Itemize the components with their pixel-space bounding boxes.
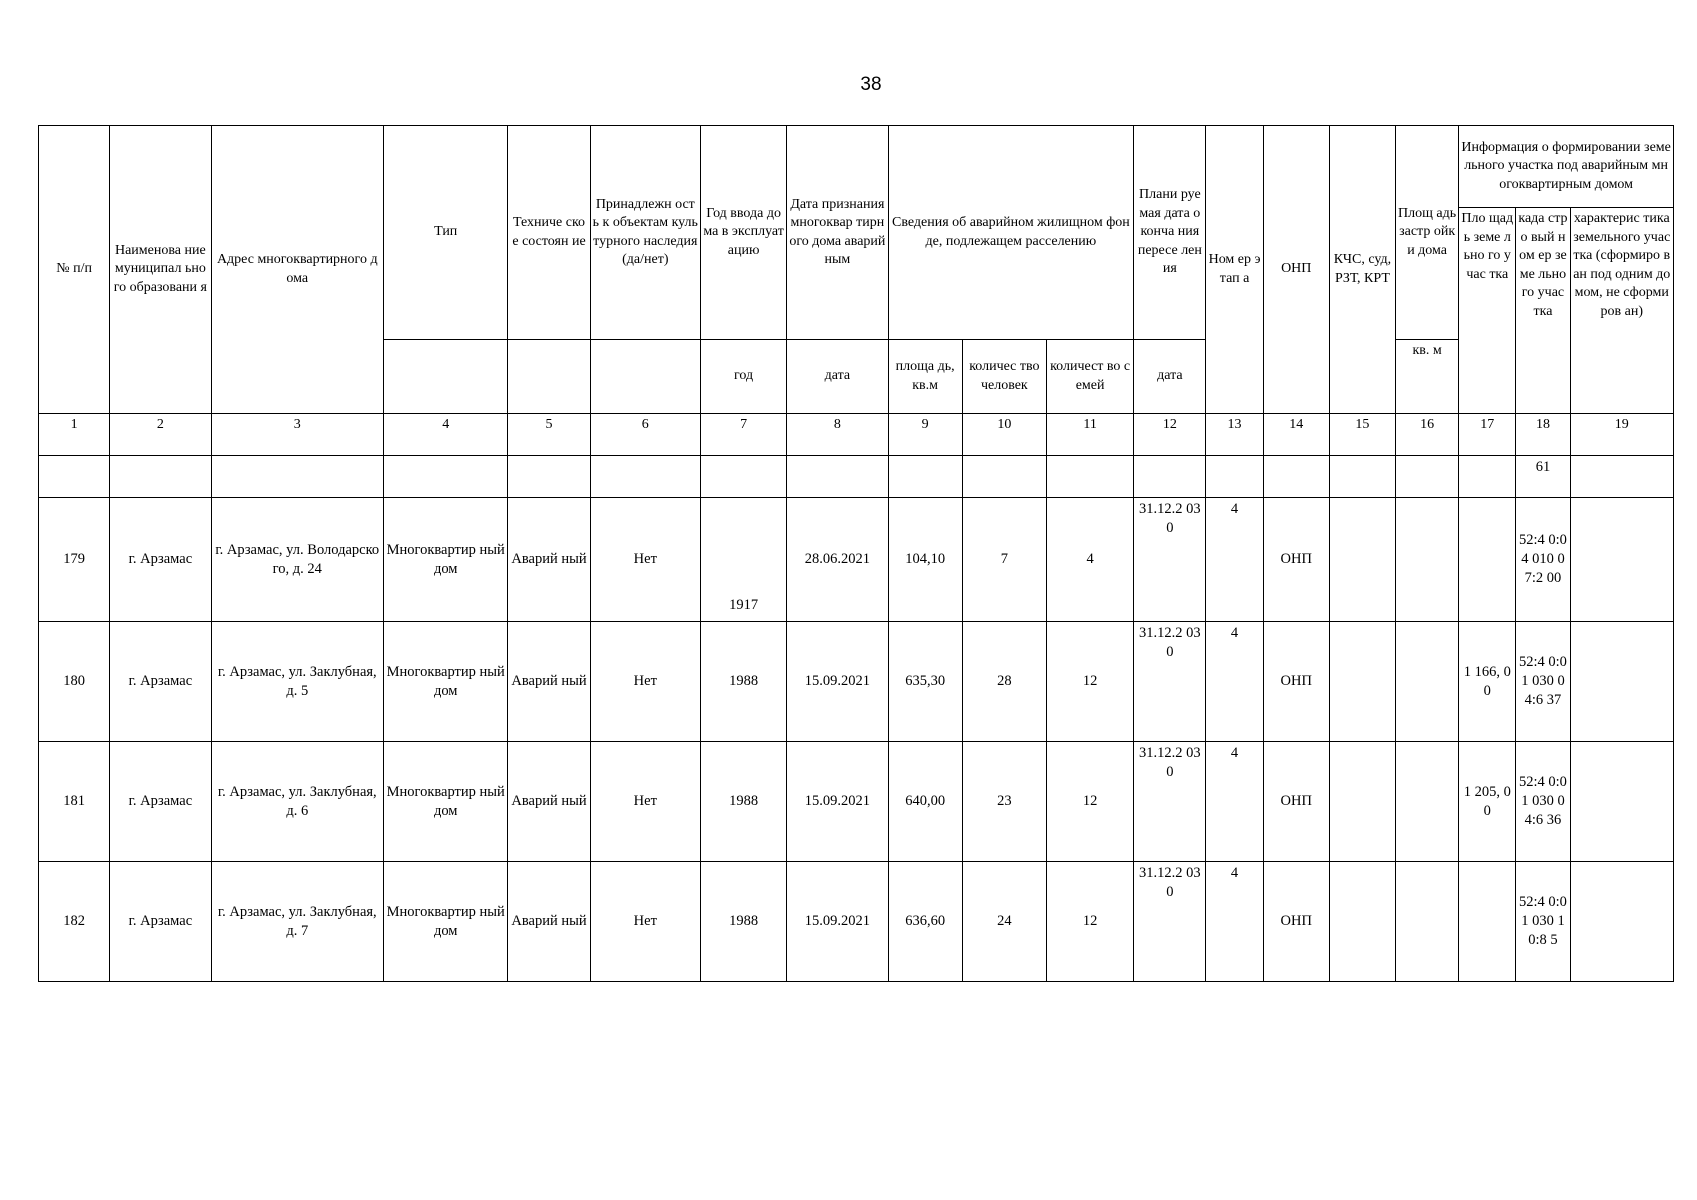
- cell-land-char: [1570, 498, 1673, 622]
- header-sub-people: количес тво человек: [962, 340, 1046, 414]
- column-number: 5: [508, 414, 590, 456]
- cell-heritage: Нет: [590, 742, 700, 862]
- header-kchs: КЧС, суд, РЗТ, КРТ: [1329, 126, 1395, 414]
- cell-planned-date: 31.12.2 030: [1134, 862, 1206, 982]
- header-land-char: характерис тика земельного участка (сформиро ван под одним домом, не сформиров ан): [1570, 208, 1673, 414]
- cell-onp: ОНП: [1263, 742, 1329, 862]
- table-row: [39, 622, 1674, 742]
- header-emergency-info: Сведения об аварийном жилищном фонде, подлежащем расселению: [888, 126, 1134, 340]
- column-number: 11: [1046, 414, 1133, 456]
- cell-no: 181: [39, 742, 110, 862]
- header-sub-area: площа дь, кв.м: [888, 340, 962, 414]
- header-col6-blank: [590, 340, 700, 414]
- cell-condition: Аварий ный: [508, 742, 590, 862]
- header-unit-16: кв. м: [1396, 340, 1459, 414]
- cell-stage: 4: [1206, 862, 1263, 982]
- cell-families: 12: [1046, 742, 1133, 862]
- column-number-row: [39, 414, 1674, 456]
- cell-kchs: [1329, 742, 1395, 862]
- cell-cadastral: 52:4 0:01 030 10:8 5: [1516, 862, 1570, 982]
- header-condition: Техниче ское состоян ие: [508, 126, 590, 340]
- cell-land-char: [1570, 622, 1673, 742]
- cell-no: 180: [39, 622, 110, 742]
- cell-families: 12: [1046, 622, 1133, 742]
- cell-recognition-date: 28.06.2021: [787, 498, 888, 622]
- cell-municipality: г. Арзамас: [110, 862, 211, 982]
- column-number: 15: [1329, 414, 1395, 456]
- header-planned-date: Плани руемая дата оконча ния пересе ления: [1134, 126, 1206, 340]
- cell-families: 12: [1046, 862, 1133, 982]
- column-number: 19: [1570, 414, 1673, 456]
- header-recognition-date: Дата признания многоквар тирного дома аварийным: [787, 126, 888, 340]
- cell-no: 179: [39, 498, 110, 622]
- cell-no: 182: [39, 862, 110, 982]
- cell-stage: 4: [1206, 498, 1263, 622]
- cell-municipality: г. Арзамас: [110, 622, 211, 742]
- cadastral-tail: 61: [1516, 456, 1570, 498]
- cell-type: Многоквартир ный дом: [384, 498, 508, 622]
- cell-people: 24: [962, 862, 1046, 982]
- header-cadastral: када стро вый ном ер земе льно го учас тка: [1516, 208, 1570, 414]
- continuation-row: [39, 456, 1674, 498]
- cell-type: Многоквартир ный дом: [384, 862, 508, 982]
- header-onp: ОНП: [1263, 126, 1329, 414]
- cell-land-char: [1570, 742, 1673, 862]
- header-col4-blank: [384, 340, 508, 414]
- cell-municipality: г. Арзамас: [110, 742, 211, 862]
- column-number: 10: [962, 414, 1046, 456]
- cell-condition: Аварий ный: [508, 862, 590, 982]
- cell-kchs: [1329, 622, 1395, 742]
- cell-address: г. Арзамас, ул. Заклубная, д. 6: [211, 742, 384, 862]
- cell-cadastral: 52:4 0:01 030 04:6 36: [1516, 742, 1570, 862]
- cell-kchs: [1329, 498, 1395, 622]
- page-number: 38: [860, 74, 882, 95]
- header-stage: Ном ер этап а: [1206, 126, 1263, 414]
- column-number: 14: [1263, 414, 1329, 456]
- column-number: 3: [211, 414, 384, 456]
- cell-address: г. Арзамас, ул. Володарского, д. 24: [211, 498, 384, 622]
- cell-planned-date: 31.12.2 030: [1134, 498, 1206, 622]
- cell-land-area: [1459, 862, 1516, 982]
- column-number: 12: [1134, 414, 1206, 456]
- column-number: 8: [787, 414, 888, 456]
- column-number: 2: [110, 414, 211, 456]
- cell-built-area: [1396, 862, 1459, 982]
- cell-onp: ОНП: [1263, 622, 1329, 742]
- cell-recognition-date: 15.09.2021: [787, 622, 888, 742]
- table-row: [39, 862, 1674, 982]
- cell-land-area: 1 166, 00: [1459, 622, 1516, 742]
- cell-area: 636,60: [888, 862, 962, 982]
- cell-land-char: [1570, 862, 1673, 982]
- column-number: 1: [39, 414, 110, 456]
- header-land-info: Информация о формировании земельного участка под аварийным многоквартирным домом: [1459, 126, 1674, 208]
- cell-heritage: Нет: [590, 622, 700, 742]
- cell-planned-date: 31.12.2 030: [1134, 742, 1206, 862]
- cell-year-built: 1988: [700, 742, 786, 862]
- header-no: № п/п: [39, 126, 110, 414]
- header-heritage: Принадлежн ость к объектам культурного наследия (да/нет): [590, 126, 700, 340]
- header-municipality: Наименова ние муниципал ьного образовани я: [110, 126, 211, 414]
- cell-built-area: [1396, 742, 1459, 862]
- cell-year-built: 1988: [700, 862, 786, 982]
- column-number: 7: [700, 414, 786, 456]
- header-col5-blank: [508, 340, 590, 414]
- cell-families: 4: [1046, 498, 1133, 622]
- cell-built-area: [1396, 498, 1459, 622]
- cell-year-built: 1988: [700, 622, 786, 742]
- emergency-housing-table: [38, 125, 1674, 982]
- cell-people: 23: [962, 742, 1046, 862]
- cell-kchs: [1329, 862, 1395, 982]
- column-number: 13: [1206, 414, 1263, 456]
- header-sub-planned: дата: [1134, 340, 1206, 414]
- column-number: 4: [384, 414, 508, 456]
- cell-year-built: 1917: [700, 498, 786, 622]
- cell-land-area: [1459, 498, 1516, 622]
- header-sub-year: год: [700, 340, 786, 414]
- column-number: 18: [1516, 414, 1570, 456]
- header-sub-families: количест во семей: [1046, 340, 1133, 414]
- cell-people: 28: [962, 622, 1046, 742]
- cell-condition: Аварий ный: [508, 498, 590, 622]
- column-number: 6: [590, 414, 700, 456]
- cell-onp: ОНП: [1263, 862, 1329, 982]
- cell-area: 104,10: [888, 498, 962, 622]
- header-sub-date: дата: [787, 340, 888, 414]
- table-row: [39, 742, 1674, 862]
- header-year-built: Год ввода дома в эксплуат ацию: [700, 126, 786, 340]
- cell-onp: ОНП: [1263, 498, 1329, 622]
- cell-stage: 4: [1206, 622, 1263, 742]
- table-row: [39, 498, 1674, 622]
- header-address: Адрес многоквартирного дома: [211, 126, 384, 414]
- header-built-area: Площ адь застр ойки дома: [1396, 126, 1459, 340]
- cell-address: г. Арзамас, ул. Заклубная, д. 5: [211, 622, 384, 742]
- cell-cadastral: 52:4 0:01 030 04:6 37: [1516, 622, 1570, 742]
- cell-condition: Аварий ный: [508, 622, 590, 742]
- column-number: 9: [888, 414, 962, 456]
- cell-heritage: Нет: [590, 862, 700, 982]
- cell-people: 7: [962, 498, 1046, 622]
- column-number: 17: [1459, 414, 1516, 456]
- header-land-area: Пло щадь земе льно го учас тка: [1459, 208, 1516, 414]
- cell-area: 640,00: [888, 742, 962, 862]
- cell-stage: 4: [1206, 742, 1263, 862]
- cell-land-area: 1 205, 00: [1459, 742, 1516, 862]
- cell-cadastral: 52:4 0:04 010 07:2 00: [1516, 498, 1570, 622]
- cell-recognition-date: 15.09.2021: [787, 862, 888, 982]
- cell-type: Многоквартир ный дом: [384, 622, 508, 742]
- cell-recognition-date: 15.09.2021: [787, 742, 888, 862]
- cell-area: 635,30: [888, 622, 962, 742]
- cell-planned-date: 31.12.2 030: [1134, 622, 1206, 742]
- cell-type: Многоквартир ный дом: [384, 742, 508, 862]
- header-type: Тип: [384, 126, 508, 340]
- cell-address: г. Арзамас, ул. Заклубная, д. 7: [211, 862, 384, 982]
- cell-municipality: г. Арзамас: [110, 498, 211, 622]
- column-number: 16: [1396, 414, 1459, 456]
- cell-built-area: [1396, 622, 1459, 742]
- cell-heritage: Нет: [590, 498, 700, 622]
